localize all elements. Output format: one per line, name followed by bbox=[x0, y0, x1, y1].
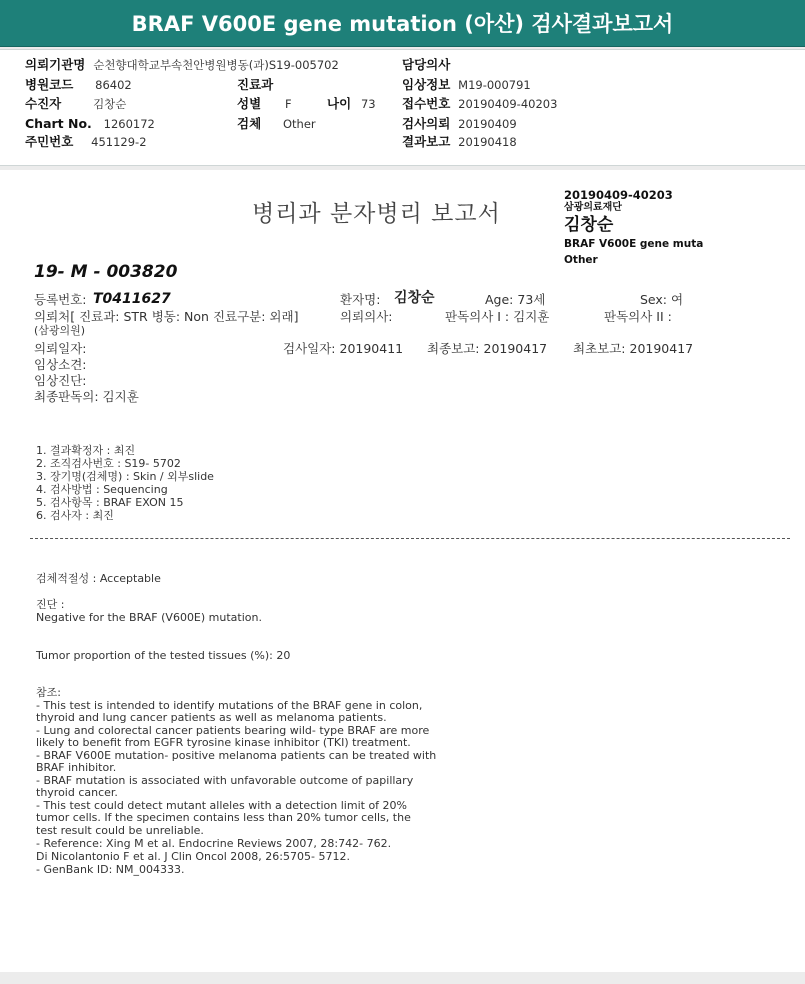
id-row bbox=[25, 134, 147, 150]
sex-row bbox=[237, 96, 292, 112]
pathologist-1: 판독의사 I : 김지훈 bbox=[445, 309, 550, 324]
list-item: 5. 검사항목 : BRAF EXON 15 bbox=[36, 496, 184, 509]
request-row bbox=[402, 116, 517, 132]
id-value: 451129-2 bbox=[91, 135, 147, 149]
reference-line: - Reference: Xing M et al. Endocrine Reviews 2007, 28:742- 762. bbox=[36, 837, 392, 850]
patient-name: 김창순 bbox=[394, 290, 435, 306]
sex-value: F bbox=[284, 97, 292, 111]
dept-row bbox=[237, 77, 273, 93]
reference-line: Di Nicolantonio F et al. J Clin Oncol 2008, 26:5705- 5712. bbox=[36, 850, 350, 863]
reference-line: likely to benefit from EGFR tyrosine kinase inhibitor (TKI) treatment. bbox=[36, 736, 411, 749]
request-label: 검사의뢰 bbox=[402, 116, 451, 131]
reference-line: - This test is intended to identify mutations of the BRAF gene in colon, bbox=[36, 699, 423, 712]
patient-label: 수진자 bbox=[25, 96, 62, 111]
code-label: 병원코드 bbox=[25, 77, 74, 92]
report-value: 20190418 bbox=[458, 135, 517, 149]
doc-title: 병리과 분자병리 보고서 bbox=[252, 201, 501, 227]
chart-value: 1260172 bbox=[103, 117, 155, 131]
receipt-value: 20190409-40203 bbox=[458, 97, 558, 111]
stamp-number: 20190409-40203 bbox=[564, 188, 673, 202]
hospital-label: 의뢰기관명 bbox=[25, 57, 86, 72]
exam-date: 검사일자: 20190411 bbox=[283, 341, 404, 356]
sex-label: 성별 bbox=[237, 96, 262, 111]
report-title: BRAF V600E gene mutation (아산) 검사결과보고서 bbox=[131, 12, 674, 36]
age-label: 나이 bbox=[327, 96, 352, 111]
reference-line: - BRAF mutation is associated with unfavorable outcome of papillary bbox=[36, 774, 414, 787]
reference-line: thyroid and lung cancer patients as well as melanoma patients. bbox=[36, 711, 387, 724]
reference-line: - GenBank ID: NM_004333. bbox=[36, 863, 185, 876]
stamp-name: 김창순 bbox=[564, 215, 614, 235]
diagnosis-text: Negative for the BRAF (V600E) mutation. bbox=[36, 611, 262, 624]
doctor-label: 담당의사 bbox=[402, 57, 451, 72]
report-row bbox=[402, 134, 517, 150]
reference-line: test result could be unreliable. bbox=[36, 824, 204, 837]
sex-text: Sex: 여 bbox=[640, 292, 684, 307]
reference-line: BRAF inhibitor. bbox=[36, 761, 117, 774]
clinical-dx: 임상진단: bbox=[34, 373, 87, 388]
pathologist-2: 판독의사 II : bbox=[604, 309, 672, 324]
request-value: 20190409 bbox=[458, 117, 517, 131]
dept-label: 진료과 bbox=[237, 77, 274, 92]
list-item: 1. 결과확정자 : 최진 bbox=[36, 444, 136, 457]
patient-info-panel bbox=[0, 49, 805, 166]
receipt-label: 접수번호 bbox=[402, 96, 451, 111]
report-label: 결과보고 bbox=[402, 134, 451, 149]
age-row bbox=[327, 96, 376, 112]
clinical-row bbox=[402, 77, 531, 93]
reference-line: - Lung and colorectal cancer patients bearing wild- type BRAF are more bbox=[36, 724, 430, 737]
reference-line: - BRAF V600E mutation- positive melanoma patients can be treated with bbox=[36, 749, 437, 762]
specimen-row bbox=[237, 116, 316, 132]
specimen-value: Other bbox=[282, 117, 316, 131]
clinical-findings: 임상소견: bbox=[34, 357, 87, 372]
requester-2: (삼광의원) bbox=[34, 324, 86, 337]
reference-line: thyroid cancer. bbox=[36, 786, 118, 799]
list-item: 6. 검사자 : 최진 bbox=[36, 509, 114, 522]
reference-line: - This test could detect mutant alleles with a detection limit of 20% bbox=[36, 799, 407, 812]
stamp-specimen: Other bbox=[564, 254, 598, 266]
id-label: 주민번호 bbox=[25, 134, 74, 149]
receipt-row bbox=[402, 96, 557, 112]
requester: 의뢰처[ 진료과: STR 병동: Non 진료구분: 외래] bbox=[34, 309, 299, 324]
clinical-value: M19-000791 bbox=[458, 78, 531, 92]
list-item: 3. 장기명(검체명) : Skin / 외부slide bbox=[36, 470, 214, 483]
diagnosis-label: 진단 : bbox=[36, 598, 65, 611]
hospital-value: 순천향대학교부속천안병원병동(과)S19-005702 bbox=[93, 58, 339, 72]
specimen-label: 검체 bbox=[237, 116, 262, 131]
ref-doctor: 의뢰의사: bbox=[340, 309, 393, 324]
final-report: 최종보고: 20190417 bbox=[427, 341, 548, 356]
chart-label: Chart No. bbox=[25, 116, 92, 131]
chart-row bbox=[25, 116, 155, 132]
patient-name-label: 환자명: bbox=[340, 292, 381, 307]
reference-label: 참조: bbox=[36, 686, 61, 699]
hospital-row bbox=[25, 57, 339, 73]
first-report: 최초보고: 20190417 bbox=[573, 341, 694, 356]
final-reader: 최종판독의: 김지훈 bbox=[34, 389, 139, 404]
reg-label: 등록번호: bbox=[34, 292, 87, 307]
scanned-report bbox=[0, 170, 805, 972]
request-date: 의뢰일자: bbox=[34, 341, 87, 356]
list-item: 4. 검사방법 : Sequencing bbox=[36, 483, 168, 496]
patient-row bbox=[25, 96, 126, 112]
code-value: 86402 bbox=[95, 78, 132, 92]
report-title-bar bbox=[0, 0, 805, 47]
reference-line: tumor cells. If the specimen contains less than 20% tumor cells, the bbox=[36, 811, 411, 824]
stamp-test: BRAF V600E gene muta bbox=[564, 238, 704, 250]
list-item: 2. 조직검사번호 : S19- 5702 bbox=[36, 457, 181, 470]
doctor-row bbox=[402, 57, 450, 73]
adequacy: 검체적절성 : Acceptable bbox=[36, 572, 161, 585]
code-row bbox=[25, 77, 132, 93]
divider bbox=[30, 538, 790, 539]
age-value: 73 bbox=[360, 97, 376, 111]
clinical-label: 임상정보 bbox=[402, 77, 451, 92]
case-number: 19- M - 003820 bbox=[34, 262, 178, 282]
reg-value: T0411627 bbox=[93, 291, 171, 307]
age-text: Age: 73세 bbox=[485, 292, 546, 307]
tumor-proportion: Tumor proportion of the tested tissues (%): 20 bbox=[36, 649, 291, 662]
stamp-foundation: 삼광의료재단 bbox=[564, 202, 622, 213]
patient-value: 김창순 bbox=[93, 97, 127, 111]
